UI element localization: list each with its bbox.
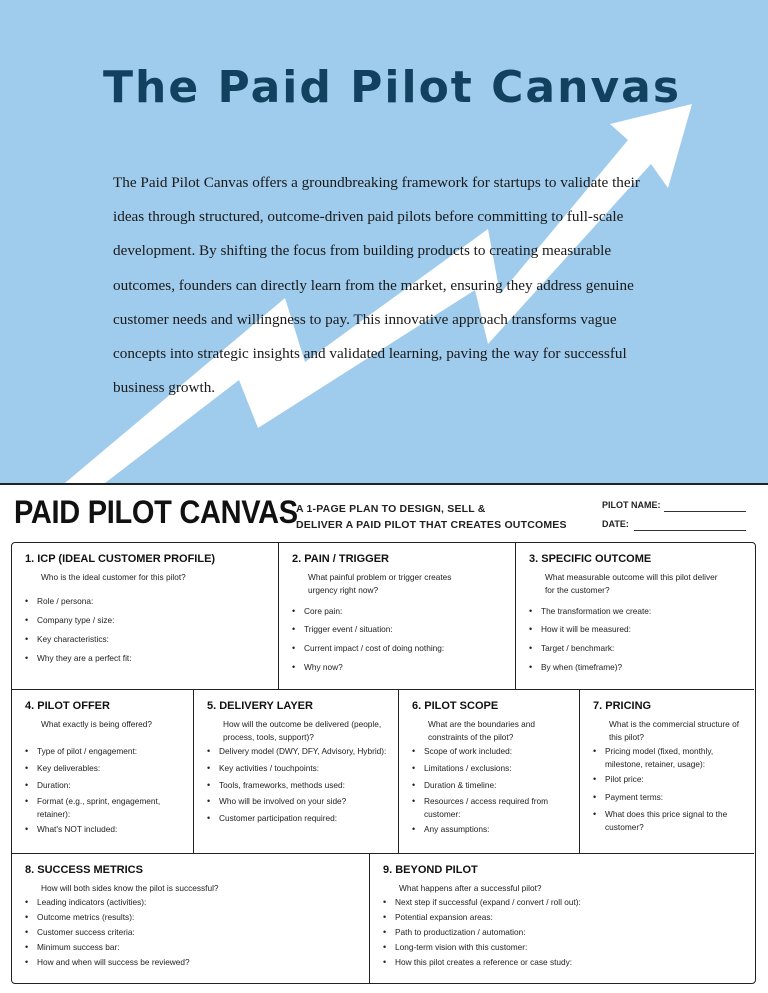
section-heading: 3. SPECIFIC OUTCOME (529, 553, 652, 565)
canvas-subtitle (296, 501, 567, 533)
pilot-name-field[interactable] (664, 511, 746, 512)
field-item: • Key deliverables: (25, 762, 185, 775)
field-item: • Minimum success bar: (25, 941, 120, 954)
field-item: • What does this price signal to the customer? (593, 808, 745, 834)
field-item: • Format (e.g., sprint, engagement, retainer): (25, 795, 185, 821)
field-item: • Resources / access required from customer: (412, 795, 562, 821)
field-item: • Payment terms: (593, 791, 745, 804)
field-item: • Customer participation required: (207, 812, 392, 825)
pilot-name-label: PILOT NAME: (602, 500, 661, 510)
section-heading: 9. BEYOND PILOT (383, 864, 478, 876)
date-label: DATE: (602, 519, 629, 529)
section-question: How will both sides know the pilot is successful? (41, 883, 219, 893)
section-heading: 5. DELIVERY LAYER (207, 700, 313, 712)
field-item: • How it will be measured: (529, 623, 631, 636)
section-heading: 8. SUCCESS METRICS (25, 864, 143, 876)
field-item: • Who will be involved on your side? (207, 795, 392, 808)
field-item: • Type of pilot / engagement: (25, 745, 185, 758)
section-heading: 7. PRICING (593, 700, 652, 712)
field-item: • How and when will success be reviewed? (25, 956, 190, 969)
field-item: • Pilot price: (593, 773, 745, 786)
field-item: • Any assumptions: (412, 823, 562, 836)
field-item: • Outcome metrics (results): (25, 911, 134, 924)
section-question: What exactly is being offered? (41, 719, 152, 729)
section-pilot-offer (12, 689, 193, 853)
field-item: • The transformation we create: (529, 605, 651, 618)
field-item: • Why they are a perfect fit: (25, 652, 132, 665)
field-item: • Trigger event / situation: (292, 623, 393, 636)
field-item: • Key activities / touchpoints: (207, 762, 392, 775)
field-item: • Target / benchmark: (529, 642, 614, 655)
field-item: • Next step if successful (expand / convert / roll out): (383, 896, 581, 909)
field-item: • Current impact / cost of doing nothing: (292, 642, 444, 655)
section-beyond-pilot (369, 853, 754, 983)
field-item: • Key characteristics: (25, 633, 109, 646)
section-icp (12, 543, 278, 689)
field-item: • What's NOT included: (25, 823, 185, 836)
section-heading: 2. PAIN / TRIGGER (292, 553, 389, 565)
field-item: • Limitations / exclusions: (412, 762, 562, 775)
field-item: • Scope of work included: (412, 745, 562, 758)
section-specific-outcome (515, 543, 754, 689)
field-item: • Core pain: (292, 605, 342, 618)
canvas-template (0, 483, 768, 993)
page-title: The Paid Pilot Canvas (103, 62, 682, 113)
field-item: • Why now? (292, 661, 343, 674)
field-item: • How this pilot creates a reference or case study: (383, 956, 572, 969)
canvas-subtitle-line-2: DELIVER A PAID PILOT THAT CREATES OUTCOMES (296, 519, 567, 531)
section-question: What measurable outcome will this pilot deliver for the customer? (545, 572, 718, 595)
field-item: • Long-term vision with this customer: (383, 941, 527, 954)
field-item: • Role / persona: (25, 595, 93, 608)
section-delivery-layer (193, 689, 398, 853)
intro-paragraph: The Paid Pilot Canvas offers a groundbreaking framework for startups to validate their ideas through structured, outcome-driven paid pilots before committing to full-scale development. By shifting the focus from building products to creating measurable outcomes, founders can directly learn from the market, ensuring they address genuine customer needs and willingness to pay. This innovative approach transforms vague concepts into strategic insights and validated learning, paving the way for successful business growth. (113, 174, 640, 397)
field-item: • Duration: (25, 779, 185, 792)
field-item: • Tools, frameworks, methods used: (207, 779, 392, 792)
field-item: • Leading indicators (activities): (25, 896, 146, 909)
field-item: • Company type / size: (25, 614, 114, 627)
section-pilot-scope (398, 689, 579, 853)
field-item: • Potential expansion areas: (383, 911, 493, 924)
field-item: • Duration & timeline: (412, 779, 562, 792)
section-success-metrics (12, 853, 369, 983)
field-item: • By when (timeframe)? (529, 661, 622, 674)
canvas-title: PAID PILOT CANVAS (14, 495, 298, 531)
section-heading: 4. PILOT OFFER (25, 700, 110, 712)
section-pain-trigger (278, 543, 515, 689)
date-field[interactable] (634, 530, 746, 531)
canvas-grid (11, 542, 756, 984)
field-item: • Delivery model (DWY, DFY, Advisory, Hybrid): (207, 745, 392, 758)
field-item: • Path to productization / automation: (383, 926, 526, 939)
section-question: What is the commercial structure of this pilot? (609, 719, 740, 742)
section-question: Who is the ideal customer for this pilot? (41, 572, 186, 582)
section-question: What painful problem or trigger creates urgency right now? (308, 572, 452, 595)
section-question: What happens after a successful pilot? (399, 883, 542, 893)
hero-banner (0, 0, 768, 483)
canvas-subtitle-line-1: A 1-PAGE PLAN TO DESIGN, SELL & (296, 503, 486, 515)
section-heading: 6. PILOT SCOPE (412, 700, 499, 712)
section-question: How will the outcome be delivered (people, process, tools, support)? (223, 719, 382, 742)
section-heading: 1. ICP (IDEAL CUSTOMER PROFILE) (25, 553, 216, 565)
field-item: • Pricing model (fixed, monthly, milestone, retainer, usage): (593, 745, 745, 771)
section-question: What are the boundaries and constraints of the pilot? (428, 719, 536, 742)
section-pricing (579, 689, 754, 853)
field-item: • Customer success criteria: (25, 926, 135, 939)
